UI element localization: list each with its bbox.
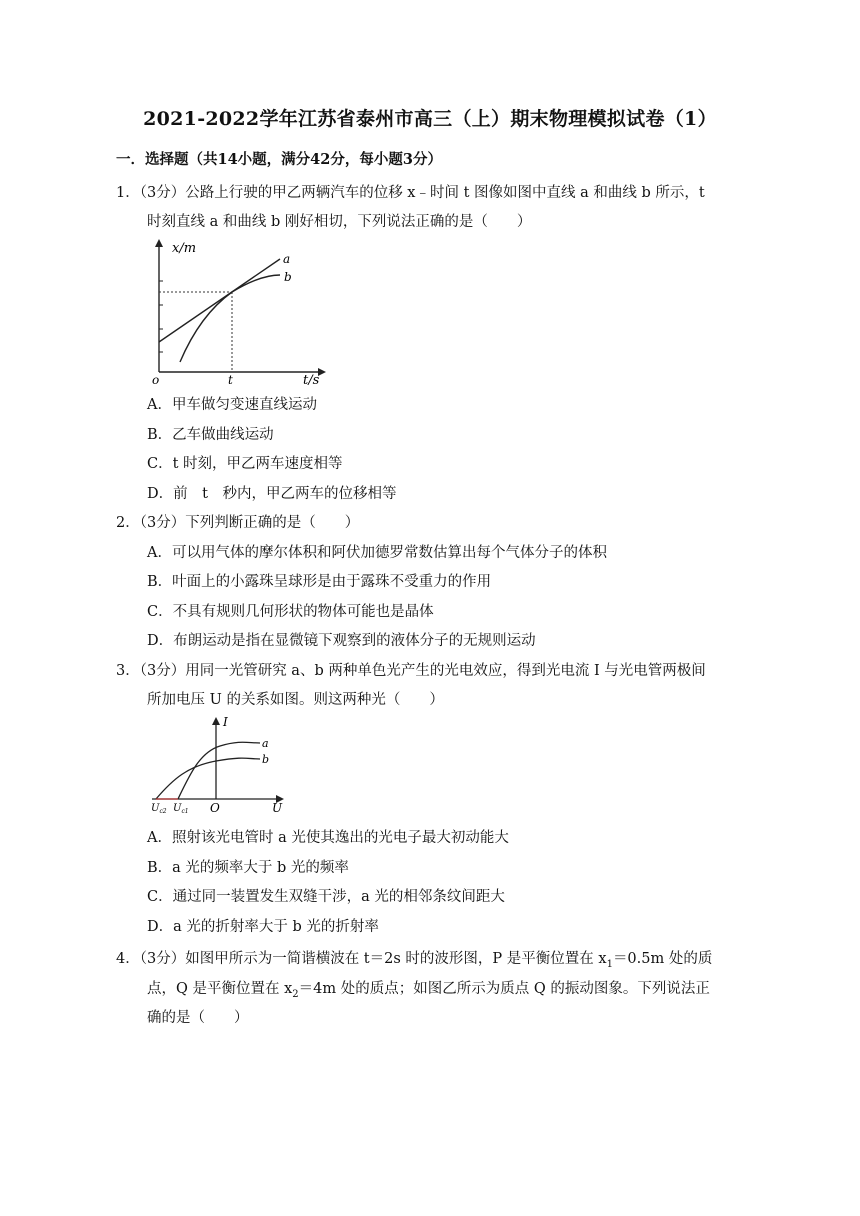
q4-line2-pre: 点，Q 是平衡位置在 x bbox=[147, 981, 293, 997]
q1-stem-line1: 1．（3分）公路上行驶的甲乙两辆汽车的位移 x﹣时间 t 图像如图中直线 a 和曲线 b 所示，t bbox=[116, 185, 705, 201]
q1-option-d: D．前 t 秒内，甲乙两车的位移相等 bbox=[147, 486, 397, 502]
q3-a-label: a bbox=[262, 737, 269, 750]
q4-stem-line2 bbox=[147, 977, 710, 1000]
q2-option-c: C．不具有规则几何形状的物体可能也是晶体 bbox=[147, 604, 434, 620]
q4-line1-post: ＝0.5m 处的质 bbox=[612, 951, 713, 967]
svg-text:Uc2 bbox=[151, 803, 167, 814]
q3-origin-label: O bbox=[210, 801, 220, 814]
q1-option-c: C．t 时刻，甲乙两车速度相等 bbox=[147, 456, 343, 472]
q3-iu-graph bbox=[148, 714, 288, 814]
q4-line1-pre: 4．（3分）如图甲所示为一简谐横波在 t＝2s 时的波形图，P 是平衡位置在 x bbox=[116, 951, 607, 967]
q1-curve-b bbox=[180, 275, 280, 362]
q1-xt-graph bbox=[150, 235, 330, 385]
q3-uc2-label: U bbox=[151, 803, 160, 814]
q2-stem: 2．（3分）下列判断正确的是（ ） bbox=[116, 515, 360, 531]
q4-stem-line1 bbox=[116, 947, 712, 970]
q1-option-a: A．甲车做匀变速直线运动 bbox=[147, 397, 317, 413]
q3-uc1-label: U bbox=[173, 803, 182, 814]
q1-t-tick-label: t bbox=[228, 373, 233, 385]
q2-option-d: D．布朗运动是指在显微镜下观察到的液体分子的无规则运动 bbox=[147, 633, 536, 649]
q4-line2-post: ＝4m 处的质点；如图乙所示为质点 Q 的振动图象。下列说法正 bbox=[298, 981, 710, 997]
q1-a-label: a bbox=[283, 252, 291, 266]
section-heading: 一．选择题（共14小题，满分42分，每小题3分） bbox=[116, 151, 442, 168]
q1-y-label: x/m bbox=[172, 241, 197, 256]
q3-option-b: B．a 光的频率大于 b 光的频率 bbox=[147, 860, 349, 876]
q3-stem-line1: 3．（3分）用同一光管研究 a、b 两种单色光产生的光电效应，得到光电流 I 与光电管两极间 bbox=[116, 663, 706, 679]
q3-curve-a bbox=[178, 742, 260, 799]
q4-stem-line3: 确的是（ ） bbox=[147, 1010, 249, 1026]
q3-stem-line2: 所加电压 U 的关系如图。则这两种光（ ） bbox=[147, 692, 444, 708]
q3-option-d: D．a 光的折射率大于 b 光的折射率 bbox=[147, 919, 379, 935]
q3-option-c: C．通过同一装置发生双缝干涉，a 光的相邻条纹间距大 bbox=[147, 889, 505, 905]
q1-line-a bbox=[159, 259, 280, 342]
q3-y-label: I bbox=[223, 715, 228, 729]
page-title: 2021-2022学年江苏省泰州市高三（上）期末物理模拟试卷（1） bbox=[143, 108, 717, 130]
q3-uc1-sub: c1 bbox=[181, 808, 189, 814]
q3-curve-b bbox=[156, 758, 260, 799]
q2-option-a: A．可以用气体的摩尔体积和阿伏加德罗常数估算出每个气体分子的体积 bbox=[147, 545, 607, 561]
svg-text:Uc1 bbox=[173, 803, 189, 814]
q4-line1-sub: 1 bbox=[606, 958, 613, 970]
q3-option-a: A．照射该光电管时 a 光使其逸出的光电子最大初动能大 bbox=[147, 830, 509, 846]
q1-origin-label: o bbox=[152, 373, 160, 385]
q3-b-label: b bbox=[262, 753, 270, 766]
q2-option-b: B．叶面上的小露珠呈球形是由于露珠不受重力的作用 bbox=[147, 574, 492, 590]
q3-x-label: U bbox=[272, 801, 283, 814]
q1-b-label: b bbox=[284, 270, 292, 284]
q4-line2-sub: 2 bbox=[292, 988, 299, 1000]
q1-stem-line2: 时刻直线 a 和曲线 b 刚好相切，下列说法正确的是（ ） bbox=[147, 214, 532, 230]
q3-uc2-sub: c2 bbox=[159, 808, 167, 814]
q1-x-label: t/s bbox=[303, 373, 320, 385]
q1-option-b: B．乙车做曲线运动 bbox=[147, 427, 274, 443]
